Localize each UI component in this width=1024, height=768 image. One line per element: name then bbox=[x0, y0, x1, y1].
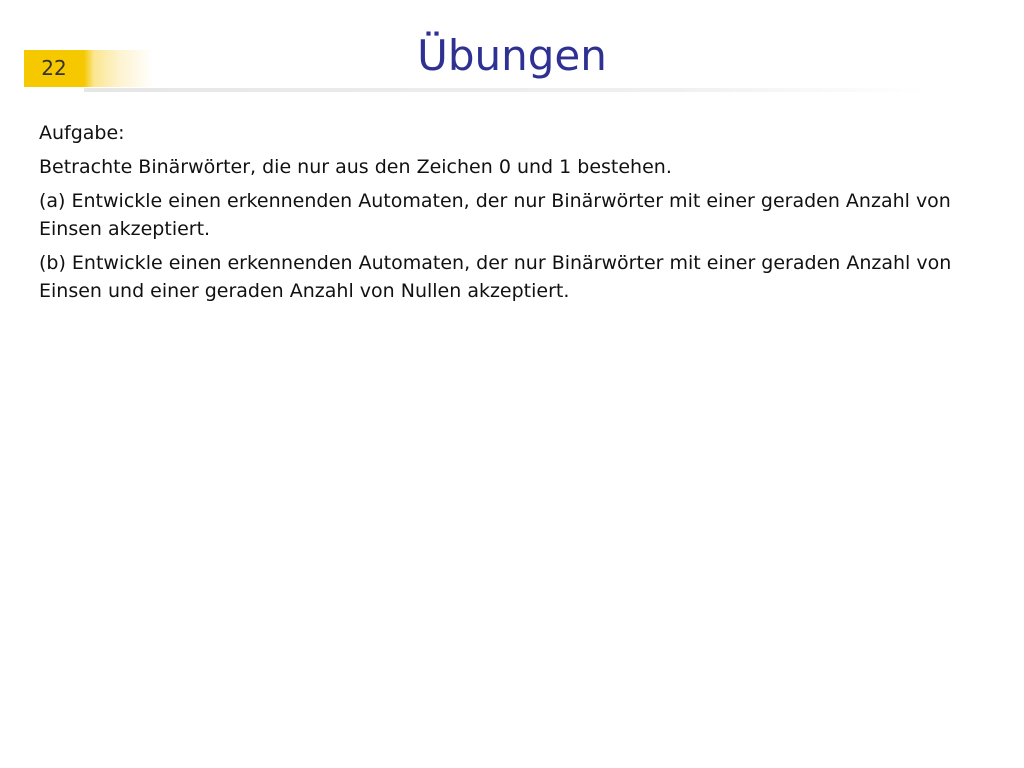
slide-number: 22 bbox=[41, 56, 67, 80]
task-part-a: (a) Entwickle einen erkennenden Automaten, der nur Binärwörter mit einer geraden Anzahl von Einsen akzeptiert. bbox=[39, 190, 951, 240]
slide-title: Übungen bbox=[417, 31, 607, 80]
slide-body bbox=[39, 119, 969, 311]
task-intro: Betrachte Binärwörter, die nur aus den Zeichen 0 und 1 bestehen. bbox=[39, 156, 672, 178]
title-divider bbox=[84, 88, 928, 92]
task-part-b: (b) Entwickle einen erkennenden Automaten, der nur Binärwörter mit einer geraden Anzahl von Einsen und einer geraden Anzahl von Nullen akzeptiert. bbox=[39, 252, 952, 302]
task-heading: Aufgabe: bbox=[39, 122, 125, 144]
